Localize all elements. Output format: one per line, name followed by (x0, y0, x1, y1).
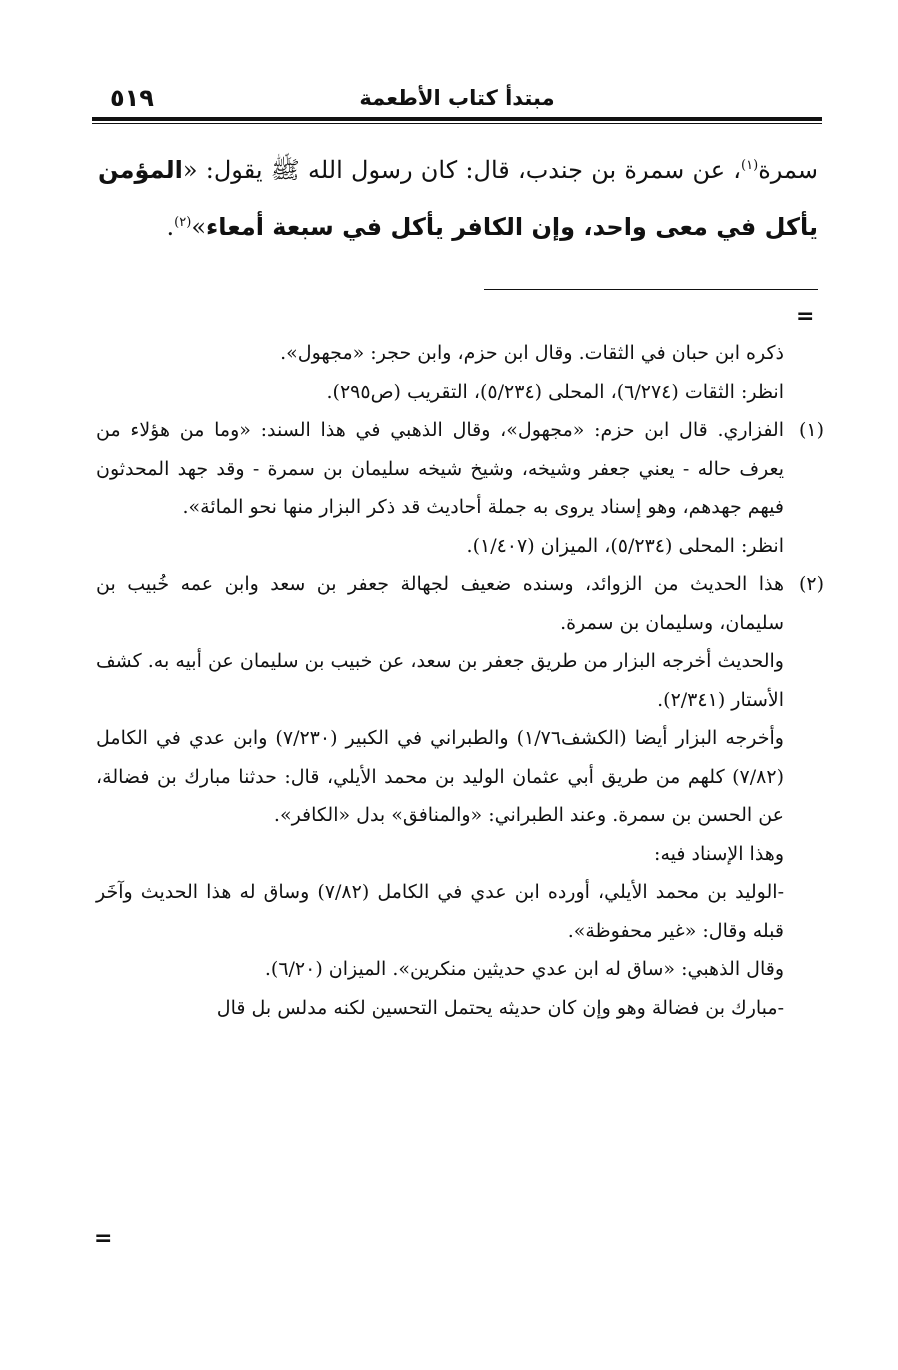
footnote-ref-2: (٢) (174, 215, 192, 230)
continuation-mark-top: = (796, 304, 815, 329)
footnote-carry-ref: انظر: الثقات (٦/٢٧٤)، المحلى (٥/٢٣٤)، التقريب (ص٢٩٥). (326, 380, 784, 403)
footnote-2-paragraph: -الوليد بن محمد الأيلي، أورده ابن عدي في الكامل (٧/٨٢) وساق له هذا الحديث وآخَر قبله وقال: «غير محفوظة». (96, 881, 784, 942)
main-text-isnad: ، عن سمرة بن جندب، قال: كان رسول الله ﷺ يقول: « (182, 156, 742, 184)
continuation-mark-bottom: = (94, 1226, 113, 1251)
footnote-2-paragraph: وأخرجه البزار أيضا (الكشف١/٧٦) والطبراني في الكبير (٧/٢٣٠) وابن عدي في الكامل (٧/٨٢) كلهم من طريق أبي عثمان الوليد بن محمد الأيلي، قال: حدثنا مبارك بن فضالة، عن الحسن بن سمرة. وعند الطبراني: «والمنافق» بدل «الكافر». (96, 727, 784, 826)
footnote-separator (484, 289, 818, 290)
footnote-2-paragraph: وقال الذهبي: «ساق له ابن عدي حديثين منكرين». الميزان (٦/٢٠). (264, 958, 784, 980)
footnote-carry-line: ذكره ابن حبان في الثقات. وقال ابن حزم، وابن حجر: «مجهول». (280, 342, 784, 364)
footnote-ref-1: (١) (741, 158, 759, 173)
running-title: مبتدأ كتاب الأطعمة (359, 86, 555, 110)
header-rule-thin (92, 123, 822, 124)
footnote-number-2: (٢) (798, 573, 824, 595)
footnote-2-paragraph: -مبارك بن فضالة وهو وإن كان حديثه يحتمل التحسين لكنه مدلس بل قال (216, 996, 784, 1019)
page-header (92, 84, 822, 114)
footnote-2-paragraph: وهذا الإسناد فيه: (654, 842, 784, 865)
hadith-text: المؤمن يأكل في معى واحد، وإن الكافر يأكل في سبعة أمعاء (98, 156, 818, 241)
footnote-2-paragraph: والحديث أخرجه البزار من طريق جعفر بن سعد، عن خبيب بن سليمان عن أبيه به. كشف الأستار (٢/٣٤١). (96, 650, 784, 711)
footnote-1-text: الفزاري. قال ابن حزم: «مجهول»، وقال الذهبي في هذا السند: «وما من هؤلاء من يعرف حاله - يعني جعفر وشيخه، وشيخ شيخه سليمان بن سمرة - وقد جهد المحدثون فيهم جهدهم، وهو إسناد يروى به جملة أحاديث قد ذكر البزار منها نحو المائة». (96, 419, 784, 518)
main-text (98, 142, 818, 256)
page-number: ٥١٩ (110, 84, 154, 112)
footnote-2 (96, 565, 824, 1027)
footnote-number-1: (١) (798, 419, 824, 441)
footnotes (96, 334, 824, 1027)
header-rule-thick (92, 117, 822, 121)
main-text-end: . (166, 213, 175, 241)
footnote-2-text: هذا الحديث من الزوائد، وسنده ضعيف لجهالة جعفر بن سعد وابن عمه خُبيب بن سليمان، وسليمان بن سمرة. (96, 573, 784, 634)
footnote-1-ref: انظر: المحلى (٥/٢٣٤)، الميزان (١/٤٠٧). (466, 534, 784, 557)
main-text-intro: سمرة (758, 156, 818, 184)
quote-close: » (191, 213, 206, 241)
footnote-1 (96, 411, 824, 565)
